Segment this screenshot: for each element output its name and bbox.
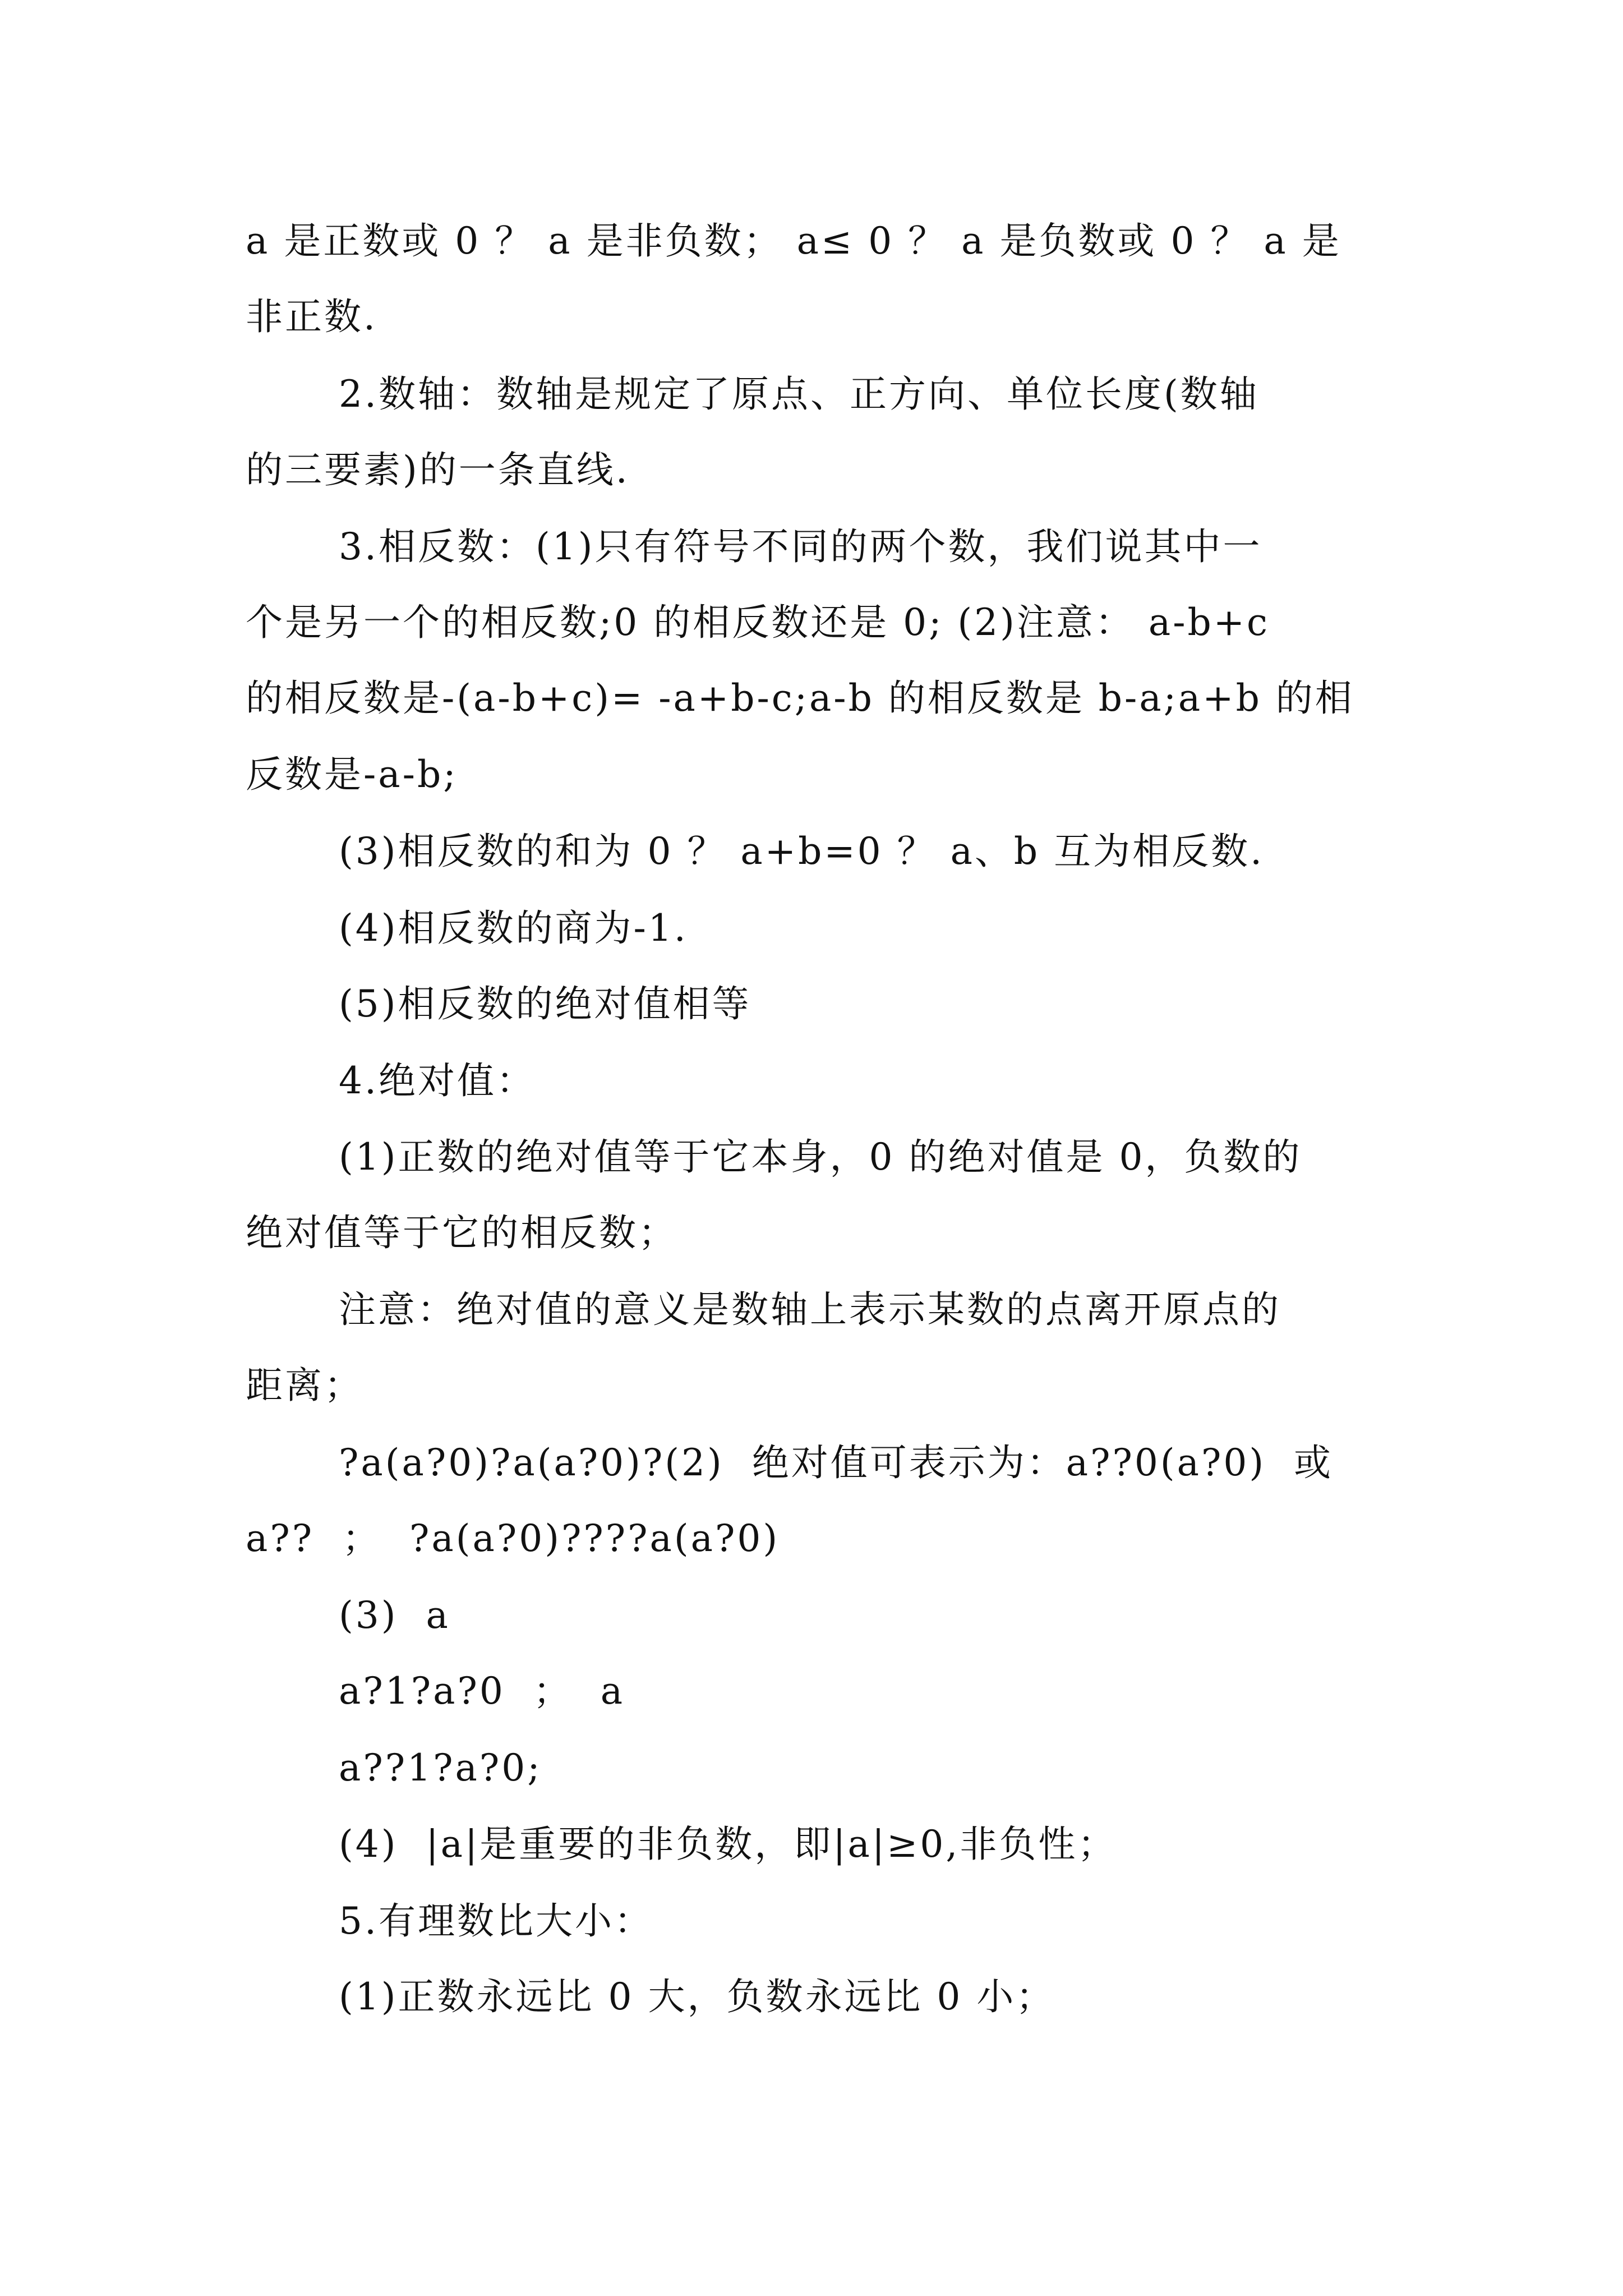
text-line-19: (3) a [339,1594,450,1637]
text-line-18: a?? ； ?a(a?0)????a(a?0) [246,1517,780,1560]
text-line-17: ?a(a?0)?a(a?0)?(2) 绝对值可表示为：a??0(a?0) 或 [339,1441,1334,1484]
text-line-7: 的相反数是-(a-b+c)= -a+b-c;a-b 的相反数是 b-a;a+b 的相 [246,677,1354,720]
text-line-6: 个是另一个的相反数;0 的相反数还是 0; (2)注意： a-b+c [246,601,1270,644]
text-line-22: (4) |a|是重要的非负数，即|a|≥0,非负性； [339,1823,1117,1866]
text-line-3: 2.数轴：数轴是规定了原点、正方向、单位长度(数轴 [339,372,1259,416]
text-line-21: a??1?a?0; [339,1746,542,1789]
text-line-5: 3.相反数：(1)只有符号不同的两个数，我们说其中一 [339,525,1262,568]
text-line-15: 注意：绝对值的意义是数轴上表示某数的点离开原点的 [339,1288,1281,1331]
text-line-14: 绝对值等于它的相反数； [246,1211,677,1254]
text-line-20: a?1?a?0 ； a [339,1669,625,1713]
text-line-16: 距离； [246,1364,363,1407]
text-line-4: 的三要素)的一条直线. [246,448,630,491]
text-line-2: 非正数. [246,295,377,338]
text-line-12: 4.绝对值： [339,1059,536,1102]
text-line-1: a 是正数或 0 ？ a 是非负数； a≤ 0 ？ a 是负数或 0 ？ a 是 [246,219,1341,263]
text-line-24: (1)正数永远比 0 大，负数永远比 0 小； [339,1975,1055,2018]
text-line-10: (4)相反数的商为-1. [339,907,688,950]
text-line-13: (1)正数的绝对值等于它本身，0 的绝对值是 0，负数的 [339,1135,1302,1179]
text-line-11: (5)相反数的绝对值相等 [339,982,751,1025]
text-line-9: (3)相反数的和为 0 ？ a+b=0 ？ a、b 互为相反数. [339,830,1265,873]
text-line-8: 反数是-a-b; [246,753,458,796]
text-line-23: 5.有理数比大小： [339,1899,653,1943]
